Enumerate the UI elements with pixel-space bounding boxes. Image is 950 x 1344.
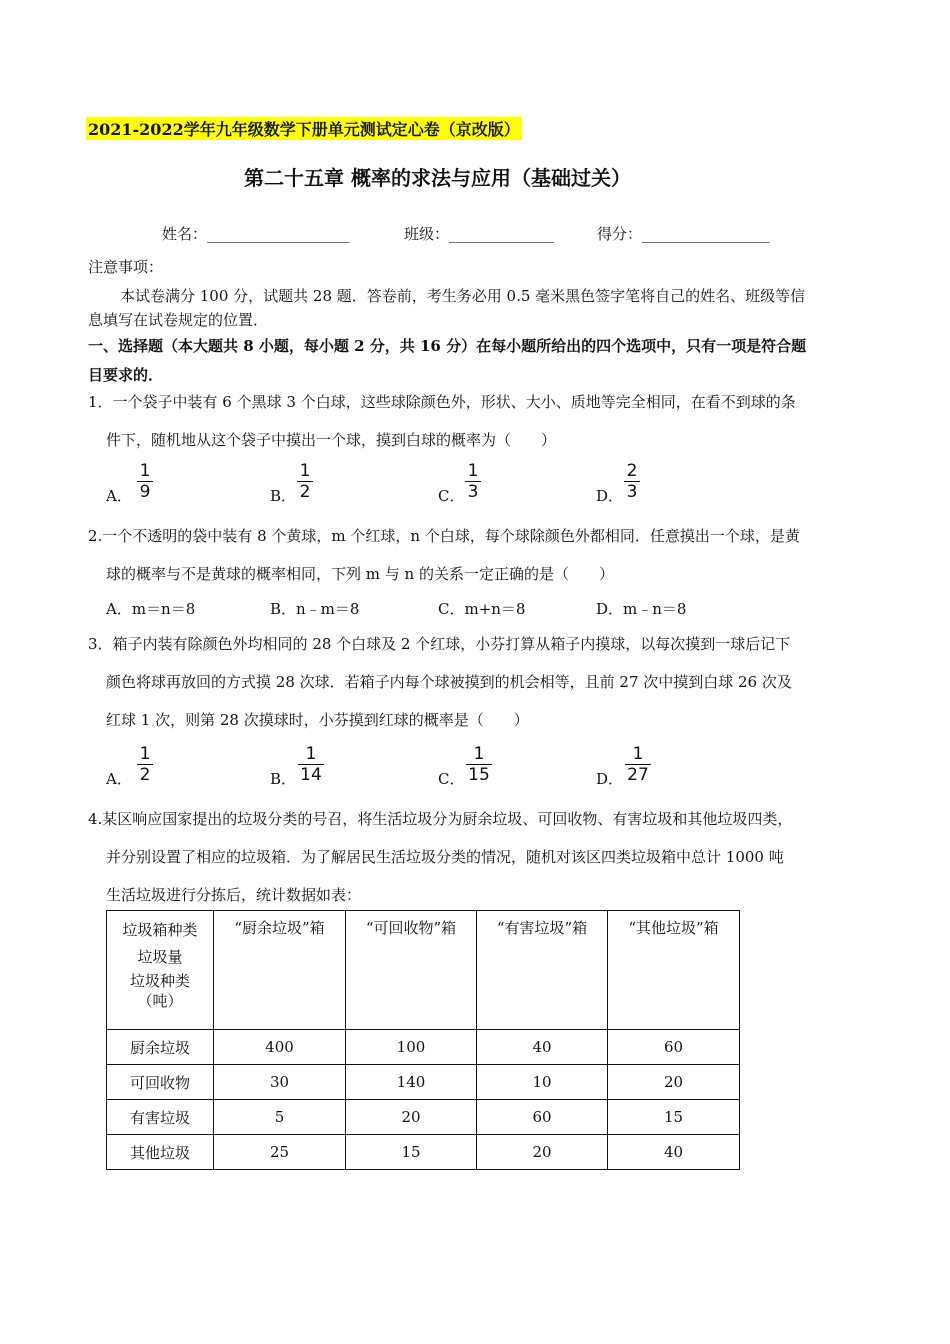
table-row [107,1100,740,1135]
table-cell: 15 [346,1135,477,1170]
table-cell: 20 [608,1065,740,1100]
table-cell: 5 [214,1100,346,1135]
q3-option-d-fraction [625,745,651,784]
q3-option-b-label: B． [270,770,297,788]
corner-label: （吨） [137,992,183,1010]
notice-line-2: 息填写在试卷规定的位置． [88,311,269,329]
denominator: 15 [468,765,490,785]
denominator: 3 [467,482,479,502]
numerator: 1 [632,744,644,764]
table-cell: 15 [608,1100,740,1135]
page-title: 第二十五章 概率的求法与应用（基础过关） [244,166,631,190]
table-cell: 400 [214,1030,346,1065]
numerator: 1 [467,461,479,481]
garbage-data-table [106,910,740,1170]
q1-option-c-fraction [465,462,481,501]
denominator: 2 [139,765,151,785]
document-banner: 2021-2022学年九年级数学下册单元测试定心卷（京改版） [86,117,522,140]
column-header: “其他垃圾”箱 [608,911,740,1030]
section-heading-line-1: 一、选择题（本大题共 8 小题，每小题 2 分，共 16 分）在每小题所给出的四个选项中，只有一项是符合题 [88,337,807,355]
table-cell: 20 [346,1100,477,1135]
numerator: 1 [305,744,317,764]
numerator: 1 [139,744,151,764]
corner-label: 垃圾种类 [129,972,190,990]
q4-line-3: 生活垃圾进行分拣后，统计数据如表： [106,886,362,904]
q4-line-1: 4.某区响应国家提出的垃圾分类的号召，将生活垃圾分为厨余垃圾、可回收物、有害垃圾和其他垃圾四类， [88,810,793,828]
numerator: 2 [626,461,638,481]
q2-option-b: B．n﹣m＝8 [270,600,360,618]
column-header: “厨余垃圾”箱 [214,911,346,1030]
q3-line-2: 颜色将球再放回的方式摸 28 次球．若箱子内每个球被摸到的机会相等，且前 27 次中摸到白球 26 次及 [106,673,792,691]
table-cell: 30 [214,1065,346,1100]
table-cell: 140 [346,1065,477,1100]
q1-option-d-label: D． [596,487,624,505]
q4-line-2: 并分别设置了相应的垃圾箱．为了解居民生活垃圾分类的情况，随机对该区四类垃圾箱中总计 1000 吨 [106,848,784,866]
q1-option-a-label: A． [106,487,132,505]
numerator: 1 [299,461,311,481]
row-label: 厨余垃圾 [107,1030,214,1065]
column-header: “可回收物”箱 [346,911,477,1030]
table-row [107,1030,740,1065]
q3-option-c-label: C． [438,770,465,788]
row-label: 有害垃圾 [107,1100,214,1135]
q1-line-2: 件下，随机地从这个袋子中摸出一个球，摸到白球的概率为（ ） [106,431,557,449]
notice-heading: 注意事项： [88,258,164,276]
column-header: “有害垃圾”箱 [477,911,608,1030]
table-cell: 60 [608,1030,740,1065]
q1-option-b-label: B． [270,487,297,505]
q1-line-1: 1．一个袋子中装有 6 个黑球 3 个白球，这些球除颜色外，形状、大小、质地等完全相同，在看不到球的条 [88,393,796,411]
table-cell: 40 [608,1135,740,1170]
corner-label: 垃圾量 [137,948,183,966]
q3-option-d-label: D． [596,770,624,788]
table-cell: 25 [214,1135,346,1170]
q3-option-a-fraction [137,745,153,784]
denominator: 3 [626,482,638,502]
denominator: 9 [139,482,151,502]
q2-line-1: 2.一个不透明的袋中装有 8 个黄球，m 个红球，n 个白球，每个球除颜色外都相同．任意摸出一个球，是黄 [88,527,800,545]
denominator: 27 [627,765,649,785]
table-cell: 60 [477,1100,608,1135]
section-heading-line-2: 目要求的． [88,366,164,384]
denominator: 14 [300,765,322,785]
numerator: 1 [473,744,485,764]
q3-line-1: 3．箱子内装有除颜色外均相同的 28 个白球及 2 个红球，小芬打算从箱子内摸球，以每次摸到一球后记下 [88,635,791,653]
row-label: 其他垃圾 [107,1135,214,1170]
q1-option-b-fraction [297,462,313,501]
table-row [107,1065,740,1100]
q1-option-d-fraction [624,462,640,501]
q3-option-a-label: A． [106,770,132,788]
q2-line-2: 球的概率与不是黄球的概率相同，下列 m 与 n 的关系一定正确的是（ ） [106,565,614,583]
q1-option-c-label: C． [438,487,465,505]
row-label: 可回收物 [107,1065,214,1100]
class-field: 班级：______________ [404,225,555,243]
q2-option-c: C．m+n＝8 [438,600,526,618]
table-cell: 100 [346,1030,477,1065]
corner-label: 垃圾箱种类 [122,921,198,939]
numerator: 1 [139,461,151,481]
denominator: 2 [299,482,311,502]
table-cell: 40 [477,1030,608,1065]
q2-option-a: A．m＝n＝8 [106,600,196,618]
q3-option-c-fraction [466,745,492,784]
name-field: 姓名：___________________ [162,225,350,243]
notice-line-1: 本试卷满分 100 分，试题共 28 题．答卷前，考生务必用 0.5 毫米黑色签字笔将自己的姓名、班级等信 [120,287,806,305]
table-cell: 10 [477,1065,608,1100]
q1-option-a-fraction [137,462,153,501]
score-field: 得分：_________________ [597,225,770,243]
table-cell: 20 [477,1135,608,1170]
q3-option-b-fraction [298,745,324,784]
table-header-row [107,911,740,1030]
q3-line-3: 红球 1 次，则第 28 次摸球时，小芬摸到红球的概率是（ ） [106,711,529,729]
q2-option-d: D．m﹣n＝8 [596,600,687,618]
table-corner-cell [107,911,214,1030]
table-row [107,1135,740,1170]
